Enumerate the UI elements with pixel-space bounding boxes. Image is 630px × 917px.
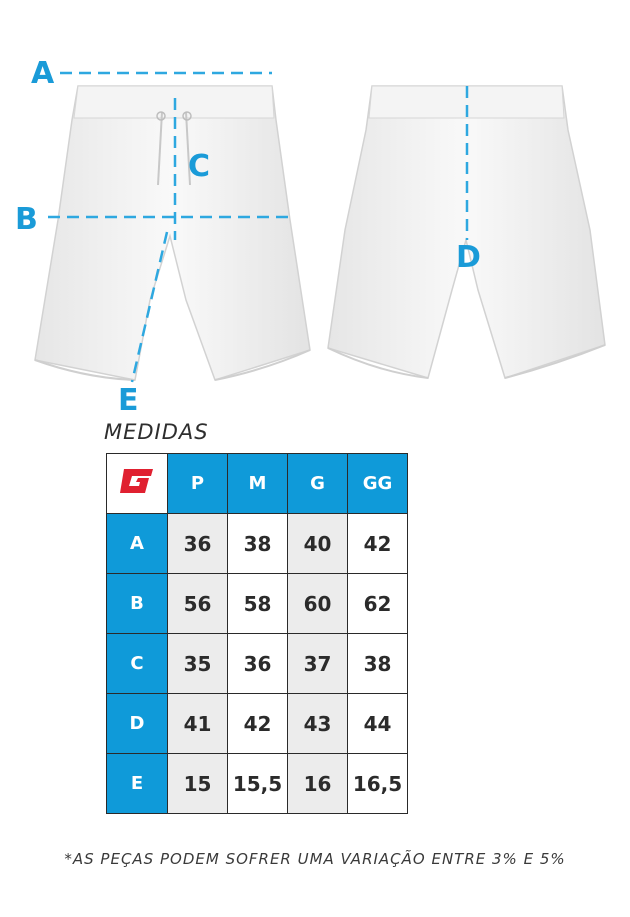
size-table (106, 453, 408, 814)
table-row (107, 634, 408, 694)
shorts-illustration (0, 0, 630, 420)
table-cell: 38 (348, 634, 408, 694)
table-cell: 36 (168, 514, 228, 574)
row-label-d: D (107, 694, 168, 754)
table-header-row (107, 454, 408, 514)
measure-label-d: D (456, 240, 481, 275)
measure-label-e: E (118, 383, 139, 418)
table-cell: 44 (348, 694, 408, 754)
table-row (107, 694, 408, 754)
table-cell: 40 (288, 514, 348, 574)
table-row (107, 514, 408, 574)
table-cell: 62 (348, 574, 408, 634)
table-cell: 41 (168, 694, 228, 754)
measure-label-a: A (31, 56, 55, 91)
brand-cell (107, 454, 168, 514)
table-cell: 43 (288, 694, 348, 754)
size-header-g: G (288, 454, 348, 514)
table-cell: 38 (228, 514, 288, 574)
table-row (107, 754, 408, 814)
table-cell: 42 (348, 514, 408, 574)
brand-logo-icon (118, 468, 156, 494)
row-label-a: A (107, 514, 168, 574)
shorts-drawing (0, 0, 630, 420)
table-cell: 37 (288, 634, 348, 694)
section-title: MEDIDAS (104, 420, 209, 444)
table-cell: 58 (228, 574, 288, 634)
table-cell: 56 (168, 574, 228, 634)
table-cell: 42 (228, 694, 288, 754)
table-cell: 16,5 (348, 754, 408, 814)
table-row (107, 574, 408, 634)
table-cell: 36 (228, 634, 288, 694)
table-cell: 35 (168, 634, 228, 694)
table-cell: 16 (288, 754, 348, 814)
table-cell: 60 (288, 574, 348, 634)
row-label-b: B (107, 574, 168, 634)
table-cell: 15,5 (228, 754, 288, 814)
row-label-e: E (107, 754, 168, 814)
size-header-p: P (168, 454, 228, 514)
table-cell: 15 (168, 754, 228, 814)
size-header-m: M (228, 454, 288, 514)
front-shorts (35, 86, 310, 380)
variation-footnote: *AS PEÇAS PODEM SOFRER UMA VARIAÇÃO ENTRE 3% E 5% (64, 850, 566, 868)
row-label-c: C (107, 634, 168, 694)
measure-label-c: C (188, 149, 211, 184)
measure-label-b: B (15, 202, 38, 237)
size-header-gg: GG (348, 454, 408, 514)
